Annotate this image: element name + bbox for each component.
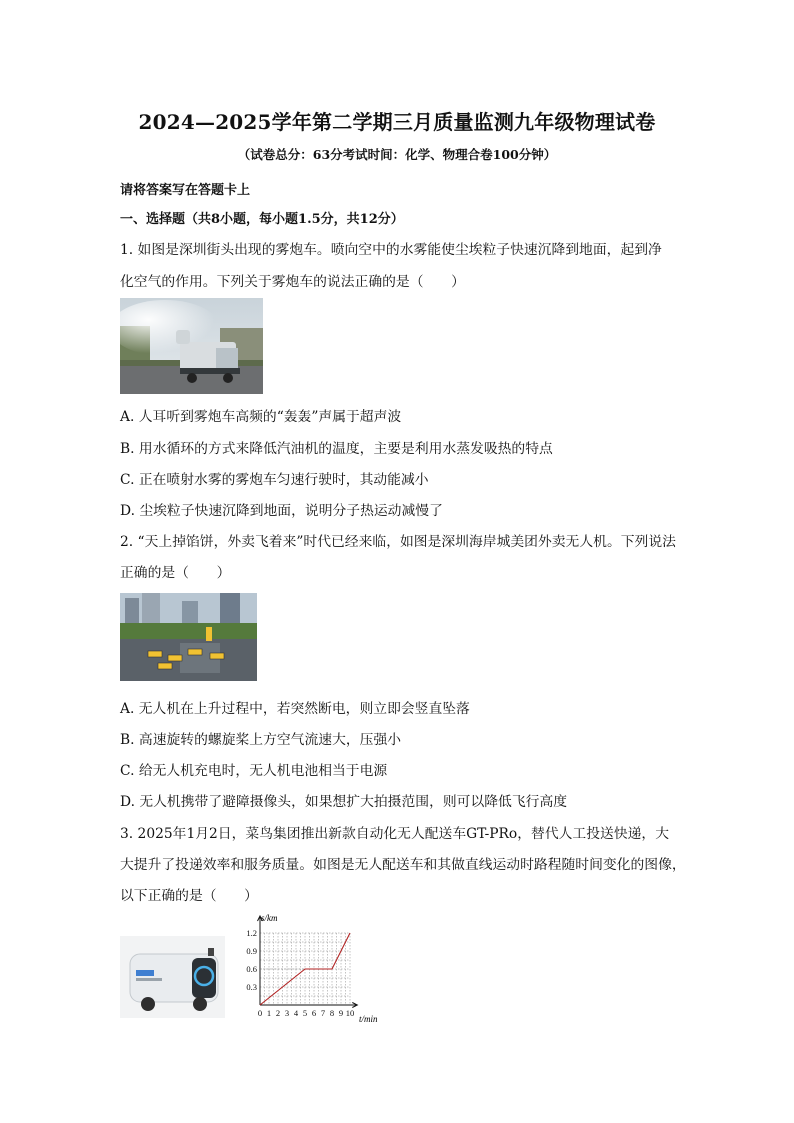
y-axis-label: s/km (261, 913, 278, 923)
q2-option-a: A. 无人机在上升过程中，若突然断电，则立即会竖直坠落 (120, 701, 470, 717)
q1-option-d: D. 尘埃粒子快速沉降到地面，说明分子热运动减慢了 (120, 503, 443, 519)
x-tick-label: 1 (266, 1008, 272, 1018)
q1-stem-line1: 1. 如图是深圳街头出现的雾炮车。喷向空中的水雾能使尘埃粒子快速沉降到地面，起到净 (120, 242, 662, 258)
x-tick-label: 6 (311, 1008, 317, 1018)
y-tick-label: 1.2 (246, 928, 257, 938)
graph-axes (258, 916, 358, 1008)
section-heading: 一、选择题（共8小题，每小题1.5分，共12分） (120, 212, 404, 227)
x-tick-label: 2 (275, 1008, 281, 1018)
q1-stem-line2: 化空气的作用。下列关于雾炮车的说法正确的是（ ） (120, 274, 465, 290)
q1-option-b: B. 用水循环的方式来降低汽油机的温度，主要是利用水蒸发吸热的特点 (120, 441, 553, 457)
delivery-vehicle-photo (120, 936, 225, 1018)
q2-option-d: D. 无人机携带了避障摄像头，如果想扩大拍摄范围，则可以降低飞行高度 (120, 794, 568, 810)
x-tick-label: 9 (338, 1008, 344, 1018)
q2-option-b: B. 高速旋转的螺旋桨上方空气流速大，压强小 (120, 732, 402, 748)
y-tick-label: 0.3 (246, 982, 257, 992)
page-title: 2024—2025学年第二学期三月质量监测九年级物理试卷 (138, 110, 656, 134)
y-tick-label: 0.6 (246, 964, 257, 974)
x-tick-label: 0 (257, 1008, 263, 1018)
x-tick-label: 7 (320, 1008, 326, 1018)
q1-option-c: C. 正在喷射水雾的雾炮车匀速行驶时，其动能减小 (120, 472, 429, 488)
x-tick-label: 3 (284, 1008, 290, 1018)
q1-option-a: A. 人耳听到雾炮车高频的“轰轰”声属于超声波 (120, 409, 402, 425)
x-tick-label: 10 (345, 1008, 355, 1018)
q2-stem-line2: 正确的是（ ） (120, 565, 231, 581)
x-tick-label: 8 (329, 1008, 335, 1018)
fog-cannon-truck-photo (120, 298, 263, 394)
q2-option-c: C. 给无人机充电时，无人机电池相当于电源 (120, 763, 388, 779)
x-axis-label: t/min (359, 1014, 378, 1024)
q3-stem-line1: 3. 2025年1月2日，菜鸟集团推出新款自动化无人配送车GT-PRo，替代人工投送快递，大 (120, 826, 670, 842)
y-tick-label: 0.9 (246, 946, 257, 956)
q3-stem-line3: 以下正确的是（ ） (120, 888, 258, 904)
distance-time-graph (238, 913, 388, 1025)
exam-subtitle: （试卷总分：63分考试时间：化学、物理合卷100分钟） (237, 147, 557, 162)
q3-stem-line2: 大提升了投递效率和服务质量。如图是无人配送车和其做直线运动时路程随时间变化的图像， (120, 857, 686, 873)
delivery-drone-photo (120, 593, 257, 681)
x-tick-label: 5 (302, 1008, 308, 1018)
x-tick-label: 4 (293, 1008, 299, 1018)
q2-stem-line1: 2. “天上掉馅饼，外卖飞着来”时代已经来临，如图是深圳海岸城美团外卖无人机。下列说法 (120, 534, 676, 550)
answer-note: 请将答案写在答题卡上 (120, 183, 251, 198)
